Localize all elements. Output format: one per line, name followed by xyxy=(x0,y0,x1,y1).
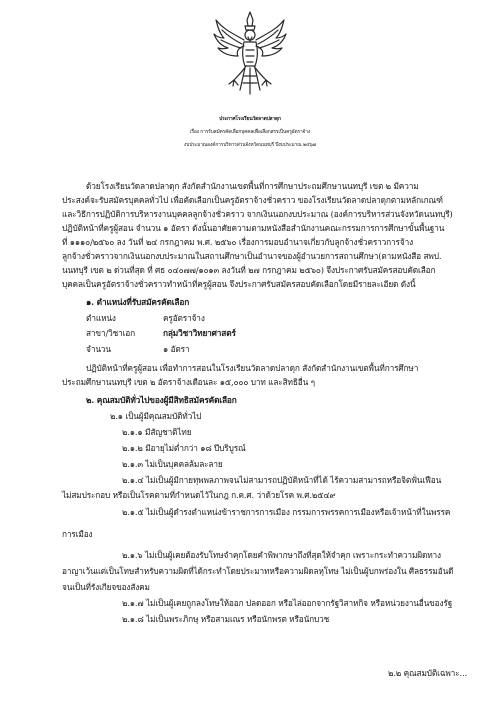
duty-line: ปฏิบัติหน้าที่ครูผู้สอน เพื่อทำการสอนในโรงเรียนวัดลาดปลาดุก สังกัดสำนักงานเขตพื้นที่การศึกษา xyxy=(86,363,419,373)
count-label: จำนวน xyxy=(86,344,111,354)
qualification-item: ๒.๑.๘ ไม่เป็นพระภิกษุ หรือสามเณร หรือนักพรต หรือนักบวช xyxy=(122,614,330,624)
major-value: กลุ่มวิชาวิทยาศาสตร์ xyxy=(163,328,236,338)
position-value: ครูอัตราจ้าง xyxy=(163,313,205,323)
intro-line: นนทบุรี เขต ๒ ด่วนที่สุด ที่ ศธ ๐๔๐๗๗/๑๐๑๓ ลงวันที่ ๒๗ กรกฎาคม ๒๕๖๐) จึงประกาศรับสมัครสอบคัดเลือก xyxy=(62,265,436,275)
duty-line: ประถมศึกษานนทบุรี เขต ๒ อัตราจ้างเดือนละ ๑๕,๐๐๐ บาท และสิทธิอื่น ๆ xyxy=(62,377,315,387)
qualification-item-continued: อาญาเว้นแต่เป็นโทษสำหรับความผิดที่ได้กระทำโดยประมาทหรือความผิดลหุโทษ ไม่เป็นผู้บกพร่องใน ศีลธรรมอันดี xyxy=(62,566,454,576)
document-subject: เรื่อง การรับสมัครคัดเลือกบุคคลเพื่อเลือกสรรเป็นครูอัตราจ้าง xyxy=(189,129,311,135)
qualification-item: ๒.๑.๓ ไม่เป็นบุคคลล้มละลาย xyxy=(122,459,223,469)
intro-line: บุคคลเป็นครูอัตราจ้างชั่วคราวทำหน้าที่ครูผู้สอน จึงประกาศรับสมัครสอบคัดเลือกโดยมีรายละเอียด ดังนี้ xyxy=(62,279,416,289)
qualification-item: ๒.๑.๒ มีอายุไม่ต่ำกว่า ๑๘ ปีบริบูรณ์ xyxy=(122,443,246,453)
continued-note: ๒.๒ คุณสมบัติเฉพาะ... xyxy=(388,668,467,678)
section-1-heading: ๑. ตำแหน่งที่รับสมัครคัดเลือก xyxy=(86,297,190,307)
qualification-item-continued: การเมือง xyxy=(62,529,93,539)
qualification-item: ๒.๑.๗ ไม่เป็นผู้เคยถูกลงโทษให้ออก ปลดออก หรือไล่ออกจากรัฐวิสาหกิจ หรือหน่วยงานอื่นของรัฐ xyxy=(122,598,453,608)
qualification-item-continued: จนเป็นที่รังเกียจของสังคม xyxy=(62,582,150,592)
qualification-item: ๒.๑.๔ ไม่เป็นผู้มีกายทุพพลภาพจนไม่สามารถปฏิบัติหน้าที่ได้ ไร้ความสามารถหรือจิตฟั่นเฟือน xyxy=(122,475,442,485)
count-value: ๑ อัตรา xyxy=(163,344,190,354)
qualification-item: ๒.๑.๑ มีสัญชาติไทย xyxy=(122,427,192,437)
intro-line: ที่ ๑๑๑๐/๒๕๖๐ ลง วันที่ ๒๔ กรกฎาคม พ.ศ. ๒๕๖๐ เรื่องการมอบอำนาจเกี่ยวกับลูกจ้างชั่วคราวการจ้าง xyxy=(62,237,413,247)
intro-line: ปฏิบัติหน้าที่ครูผู้สอน จำนวน ๑ อัตรา ดังนั้นอาศัยความตามหนังสือสำนักงานคณะกรรมการการศึกษาขั้นพื้นฐาน xyxy=(62,223,445,233)
qualification-item: ๒.๑.๕ ไม่เป็นผู้ดำรงตำแหน่งข้าราชการการเมือง กรรมการพรรคการเมืองหรือเจ้าหน้าที่ในพรรค xyxy=(122,507,451,517)
qualification-item: ๒.๑ เป็นผู้มีคุณสมบัติทั่วไป xyxy=(110,411,202,421)
intro-line: ด้วยโรงเรียนวัดลาดปลาดุก สังกัดสำนักงานเขตพื้นที่การศึกษาประถมศึกษานนทบุรี เขต ๒ มีความ xyxy=(86,181,419,191)
intro-line: ประสงค์จะรับสมัครบุคคลทั่วไป เพื่อคัดเลือกเป็นครูอัตราจ้างชั่วคราว ของโรงเรียนวัดลาดปลาดุกตามหลักเกณฑ์ xyxy=(62,195,443,205)
major-label: สาขา/วิชาเอก xyxy=(86,328,135,338)
intro-line: และวิธีการปฏิบัติการบริหารงานบุคคลลูกจ้างชั่วคราว จากเงินนอกงบประมาณ (องค์การบริหารส่วนจังหวัดนนทบุรี) xyxy=(62,209,453,219)
document-title: ประกาศโรงเรียนวัดลาดปลาดุก xyxy=(219,116,281,122)
document-subtitle: งบประมาณองค์การบริหารส่วนจังหวัดนนทบุรี ปีงบประมาณ ๒๕๖๗ xyxy=(184,142,316,148)
position-label: ตำแหน่ง xyxy=(86,313,116,323)
qualification-item-continued: ไม่สมประกอบ หรือเป็นโรคตามที่กำหนดไว้ในกฎ ก.ค.ศ. ว่าด้วยโรค พ.ศ.๒๕๔๙ xyxy=(62,490,336,500)
qualification-item: ๒.๑.๖ ไม่เป็นผู้เคยต้องรับโทษจำคุกโดยคำพิพากษาถึงที่สุดให้จำคุก เพราะกระทำความผิดทาง xyxy=(122,550,441,560)
section-2-heading: ๒. คุณสมบัติทั่วไปของผู้มีสิทธิสมัครคัดเลือก xyxy=(86,395,237,405)
garuda-emblem-icon xyxy=(212,10,288,98)
intro-line: ลูกจ้างชั่วคราวจากเงินนอกงบประมาณในสถานศึกษาเป็นอำนาจของผู้อำนวยการสถานศึกษา(ตามหนังสือ สพป. xyxy=(62,251,442,261)
